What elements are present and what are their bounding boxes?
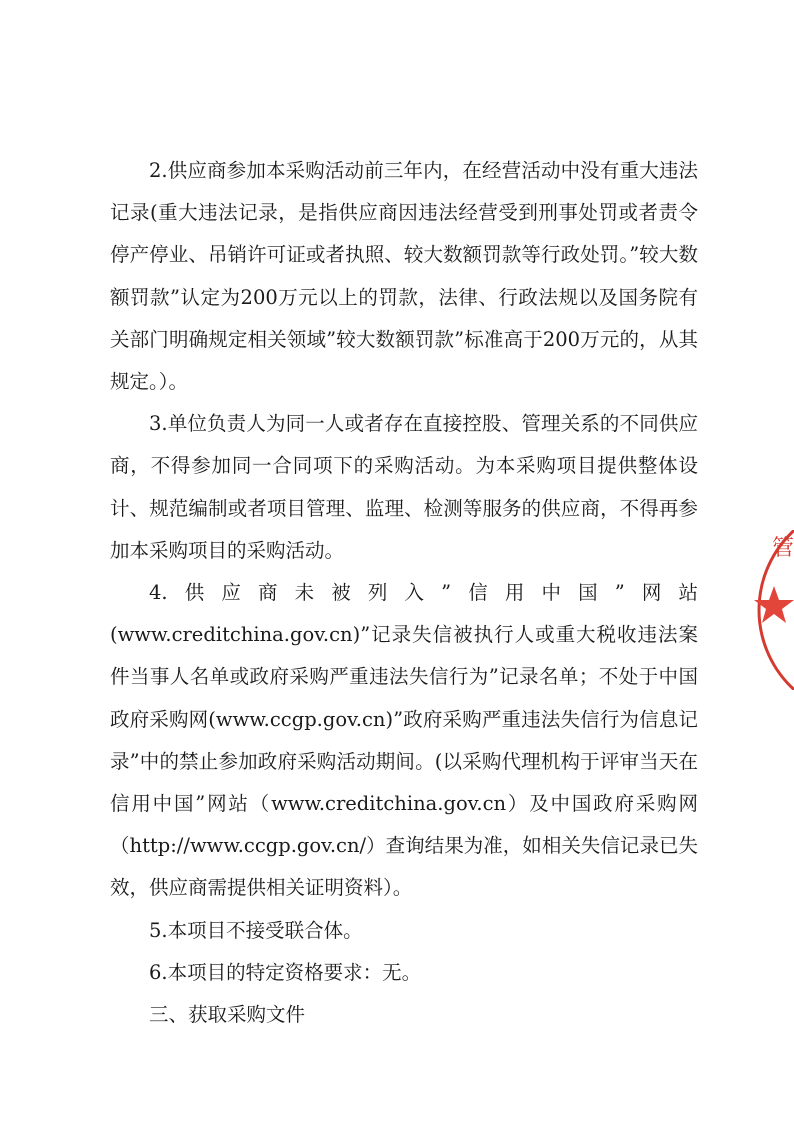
paragraph-item-4: 4.供应商未被列入”信用中国”网站(www.creditchina.gov.cn)”记录失信被执行人或重大税收违法案件当事人名单或政府采购严重违法失信行为”记录名单；不处于中国政府采购网(www.ccgp.gov.cn)”政府采购严重违法失信行为信息记录”中的禁止参加政府采购活动期间。(以采购代理机构于评审当天在信用中国”网站（www.creditchina.gov.cn）及中国政府采购网（http://www.ccgp.gov.cn/）查询结果为准，如相关失信记录已失效，供应商需提供相关证明资料）。 <box>110 581 698 900</box>
paragraph-item-3: 3.单位负责人为同一人或者存在直接控股、管理关系的不同供应商，不得参加同一合同项下的采购活动。为本采购项目提供整体设计、规范编制或者项目管理、监理、检测等服务的供应商，不得再参加本采购项目的采购活动。 <box>110 412 698 562</box>
document-body <box>110 150 698 1036</box>
paragraph-item-2: 2.供应商参加本采购活动前三年内，在经营活动中没有重大违法记录(重大违法记录，是指供应商因违法经营受到刑事处罚或者责令停产停业、吊销许可证或者执照、较大数额罚款等行政处罚。”较大数额罚款”认定为200万元以上的罚款，法律、行政法规以及国务院有关部门明确规定相关领域”较大数额罚款”标准高于200万元的，从其规定。）。 <box>110 159 698 394</box>
seal-text: 管 <box>772 536 794 561</box>
paragraph-item-6: 6.本项目的特定资格要求：无。 <box>149 960 422 984</box>
section-heading: 三、获取采购文件 <box>149 1003 306 1027</box>
paragraph-item-5: 5.本项目不接受联合体。 <box>149 918 363 942</box>
official-seal-fragment <box>752 530 794 690</box>
